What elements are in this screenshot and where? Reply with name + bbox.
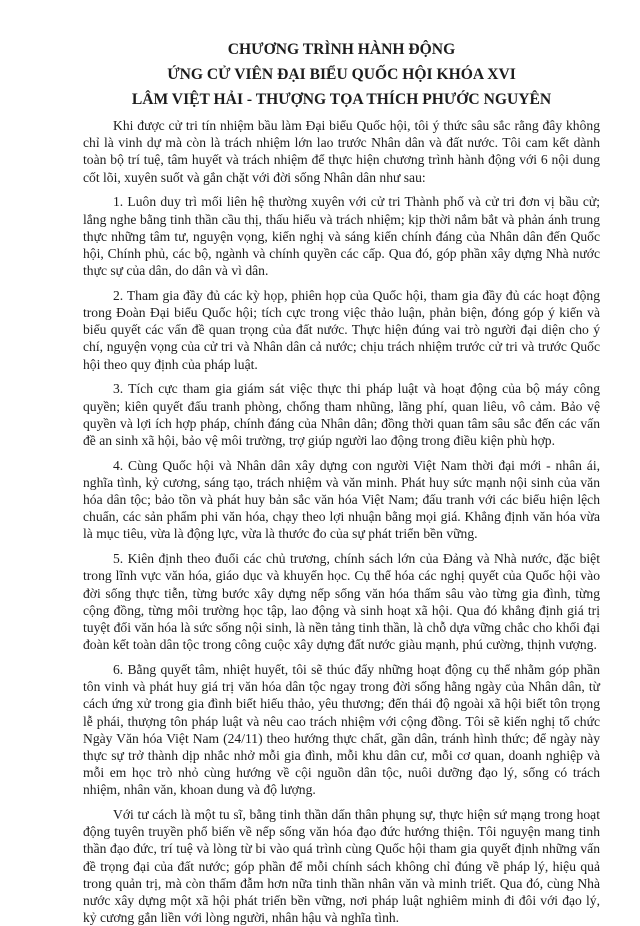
commitment-5-paragraph: 5. Kiên định theo đuổi các chủ trương, chính sách lớn của Đảng và Nhà nước, đặc biệt trong lĩnh vực văn hóa, giáo dục và khuyến học. Cụ thể hóa các nghị quyết của Quốc hội vào đời sống thực tiễn, từng bước xây dựng nếp sống văn hóa thấm sâu vào từng gia đình, từng cộng đồng, từng môi trường học tập, lao động và sinh hoạt xã hội. Qua đó khẳng định giá trị tuyệt đối văn hóa là sức sống nội sinh, là nền tảng tinh thần, là chỗ dựa vững chắc cho khối đại đoàn kết toàn dân tộc trong công cuộc xây dựng đất nước giàu mạnh, phú cường, thịnh vượng. xyxy=(83,551,600,653)
title-line-name: LÂM VIỆT HẢI - THƯỢNG TỌA THÍCH PHƯỚC NGUYÊN xyxy=(131,91,552,108)
commitment-3-paragraph: 3. Tích cực tham gia giám sát việc thực thi pháp luật và hoạt động của bộ máy công quyền; kiên quyết đấu tranh phòng, chống tham nhũng, lãng phí, quan liêu, vô cảm. Bảo vệ quyền và lợi ích hợp pháp, chính đáng của Nhân dân; đồng thời quan tâm sâu sắc đến các vấn đề an sinh xã hội, bảo vệ môi trường, trợ giúp người lao động trong điều kiện phù hợp. xyxy=(83,381,600,448)
commitment-4-paragraph: 4. Cùng Quốc hội và Nhân dân xây dựng con người Việt Nam thời đại mới - nhân ái, nghĩa tình, kỷ cương, sáng tạo, trách nhiệm và văn minh. Phát huy sức mạnh nội sinh của văn hóa dân tộc; bảo tồn và phát huy bản sắc văn hóa Việt Nam; đấu tranh với các biểu hiện lệch chuẩn, các sản phẩm phi văn hóa, chạy theo lợi nhuận bằng mọi giá. Khẳng định văn hóa vừa là mục tiêu, vừa là động lực, vừa là thước đo của sự phát triển bền vững. xyxy=(83,457,600,542)
commitment-6-paragraph: 6. Bằng quyết tâm, nhiệt huyết, tôi sẽ thúc đẩy những hoạt động cụ thể nhằm góp phần tôn vinh và phát huy giá trị văn hóa dân tộc ngay trong đời sống hằng ngày của Nhân dân, từ cách ứng xử trong gia đình biết hiếu thảo, yêu thương; đến thái độ ngoài xã hội biết tôn trọng lễ phái, thượng tôn pháp luật và nêu cao trách nhiệm với cộng đồng. Tôi sẽ kiến nghị tổ chức Ngày Văn hóa Việt Nam (24/11) theo hướng thực chất, gần dân, tránh hình thức; để ngày này thực sự trở thành dịp nhắc nhở mỗi gia đình, mỗi khu dân cư, mỗi cơ quan, doanh nghiệp và mỗi em học trò nhỏ cùng hướng về cội nguồn dân tộc, nuôi dưỡng đạo lý, sống có trách nhiệm, nhân văn, khoan dung và độ lượng. xyxy=(83,661,600,798)
title-line-candidate: ỨNG CỬ VIÊN ĐẠI BIỂU QUỐC HỘI KHÓA XVI xyxy=(167,66,516,83)
closing-paragraph: Với tư cách là một tu sĩ, bằng tinh thần dấn thân phụng sự, thực hiện sứ mạng trong hoạt động tuyên truyền phổ biến về nếp sống văn hóa đạo đức hướng thiện. Tôi nguyện mang tinh thần đạo đức, trí tuệ và lòng từ bi vào quá trình cùng Quốc hội tham gia quyết định những vấn đề trọng đại của đất nước; góp phần để mỗi chính sách không chỉ đúng về pháp lý, hiệu quả trong quản trị, mà còn thấm đẫm hơn nữa tinh thần nhân văn và minh triết. Qua đó, cùng Nhà nước xây dựng một xã hội phát triển bền vững, nơi pháp luật nghiêm minh đi đôi với đạo lý, kỷ cương gắn liền với lòng người, nhân hậu và nghĩa tình. xyxy=(83,807,600,926)
intro-paragraph: Khi được cử tri tín nhiệm bầu làm Đại biểu Quốc hội, tôi ý thức sâu sắc rằng đây không chỉ là vinh dự mà còn là trách nhiệm lớn lao trước Nhân dân và đất nước. Tôi cam kết dành toàn bộ trí tuệ, tâm huyết và trách nhiệm để thực hiện chương trình hành động với 6 nội dung cốt lõi, xuyên suốt và gắn chặt với đời sống Nhân dân như sau: xyxy=(83,118,600,185)
commitment-1-paragraph: 1. Luôn duy trì mối liên hệ thường xuyên với cử tri Thành phố và cử tri đơn vị bầu cử; lắng nghe bằng tinh thần cầu thị, thấu hiểu và trách nhiệm; kịp thời nắm bắt và phản ánh trung thực những tâm tư, nguyện vọng, kiến nghị và sáng kiến chính đáng của Nhân dân đến Quốc hội, Chính phủ, các bộ, ngành và chính quyền các cấp. Qua đó, góp phần xây dựng Nhà nước thực sự của dân, do dân và vì dân. xyxy=(83,194,600,279)
title-line-program: CHƯƠNG TRÌNH HÀNH ĐỘNG xyxy=(227,41,456,58)
commitment-2-paragraph: 2. Tham gia đầy đủ các kỳ họp, phiên họp của Quốc hội, tham gia đầy đủ các hoạt động trong Đoàn Đại biểu Quốc hội; tích cực trong việc thảo luận, phản biện, đóng góp ý kiến và biểu quyết các vấn đề quan trọng của đất nước. Thực hiện đúng vai trò người đại diện cho ý chí, nguyện vọng của cử tri và Nhân dân cả nước; chịu trách nhiệm trước cử tri và trước Quốc hội theo quy định của pháp luật. xyxy=(83,287,600,372)
